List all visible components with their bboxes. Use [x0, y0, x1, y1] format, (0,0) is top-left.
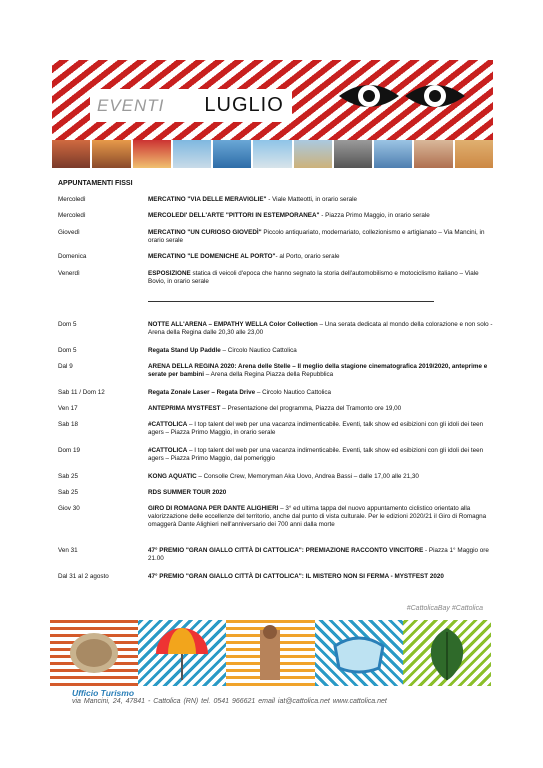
- event-description: [148, 321, 493, 337]
- event-details: - al Porto, orario serale: [275, 253, 340, 260]
- event-description: [148, 421, 493, 437]
- event-description: [148, 547, 493, 563]
- photo-image: [294, 140, 332, 168]
- event-title: MERCATINO "VIA DELLE MERAVIGLIE": [148, 196, 267, 203]
- event-day: Giov 30: [58, 505, 80, 512]
- event-details: – Presentazione del programma, Piazza del Tramonto ore 19,00: [220, 405, 402, 412]
- shell-image: [50, 620, 138, 686]
- event-details: Piccolo antiquariato, modernariato, collezionismo e artigianato – Via Mancini, in orario serale: [148, 229, 485, 244]
- event-day: Sab 11 / Dom 12: [58, 389, 105, 396]
- photo-image: [455, 140, 493, 168]
- photo-image: [173, 140, 211, 168]
- event-title: GIRO DI ROMAGNA PER DANTE ALIGHIERI: [148, 505, 279, 512]
- event-title: NOTTE ALL'ARENA – EMPATHY WELLA Color Collection: [148, 321, 318, 328]
- event-day: Sab 25: [58, 489, 78, 496]
- event-details: - Piazza Primo Maggio, in orario serale: [319, 212, 430, 219]
- event-details: – I top talent del web per una vacanza indimenticabile. Eventi, talk show ed esibizioni con gli idoli dei teen agers – Piazza Primo Maggio, dal pomeriggio: [148, 447, 484, 462]
- event-title: MERCATINO "UN CURIOSO GIOVEDÌ": [148, 229, 262, 236]
- event-day: Sab 25: [58, 473, 78, 480]
- event-day: Mercoledì: [58, 212, 86, 219]
- event-day: Ven 31: [58, 547, 78, 554]
- leaf-image: [403, 620, 491, 686]
- event-details: – Arena della Regina Piazza della Repubblica: [204, 371, 334, 378]
- photo-image: [92, 140, 130, 168]
- banner-month-text: LUGLIO: [204, 94, 284, 116]
- event-details: – Circolo Nautico Cattolica: [255, 389, 332, 396]
- header-banner: [52, 60, 493, 140]
- event-description: [148, 363, 493, 379]
- event-details: - Piazza 1° Maggio ore 21.00: [148, 547, 489, 562]
- event-title: MERCATINO "LE DOMENICHE AL PORTO": [148, 253, 276, 260]
- photo-image: [133, 140, 171, 168]
- eyes-logo-icon: [335, 74, 469, 124]
- event-description: [148, 489, 493, 497]
- event-title: 47° PREMIO "GRAN GIALLO CITTÀ DI CATTOLICA": IL MISTERO NON SI FERMA - MYSTFEST 2020: [148, 573, 444, 580]
- photo-image: [374, 140, 412, 168]
- event-description: [148, 447, 493, 463]
- event-day: Venerdì: [58, 270, 80, 277]
- banner-eventi-text: EVENTI: [97, 95, 165, 115]
- event-description: [148, 405, 493, 413]
- event-day: Ven 17: [58, 405, 78, 412]
- event-description: [148, 196, 493, 204]
- event-title: MERCOLEDI' DELL'ARTE "PITTORI IN ESTEMPORANEA": [148, 212, 320, 219]
- event-day: Dom 19: [58, 447, 81, 454]
- event-day: Domenica: [58, 253, 87, 260]
- diving-mask-image: [315, 620, 403, 686]
- divider: [148, 301, 434, 302]
- event-title: 47° PREMIO "GRAN GIALLO CITTÀ DI CATTOLICA": PREMIAZIONE RACCONTO VINCITORE: [148, 547, 424, 554]
- contact-address: via Mancini, 24, 47841 - Cattolica (RN) tel. 0541 966621 email iat@cattolica.net www.cattolica.net: [72, 698, 387, 705]
- event-details: – Una serata dedicata al mondo della colorazione e non solo - Arena della Regina dalle 20,30 alle 23,00: [148, 321, 493, 336]
- tourism-office-name: Ufficio Turismo: [72, 688, 135, 698]
- event-day: Sab 18: [58, 421, 78, 428]
- event-description: [148, 270, 493, 286]
- event-day: Mercoledì: [58, 196, 86, 203]
- event-details: – 3° ed ultima tappa del nuovo appuntamento ciclistico orientato alla valorizzazione delle eccellenze del territorio, anche dal punto di vista culturale. Per le edizioni 2020/21 il Giro di Romagna omaggerà Dante Alighieri nell'anniversario dei 700 anni dalla morte: [148, 505, 487, 528]
- photo-strip: [52, 140, 493, 168]
- hashtags: #CattolicaBay #Cattolica: [406, 605, 483, 612]
- event-description: [148, 347, 493, 355]
- event-title: Regata Stand Up Paddle: [148, 347, 221, 354]
- photo-image: [334, 140, 372, 168]
- event-title: RDS SUMMER TOUR 2020: [148, 489, 227, 496]
- fixed-appointments-heading: APPUNTAMENTI FISSI: [58, 180, 133, 187]
- event-details: – I top talent del web per una vacanza indimenticabile. Eventi, talk show ed esibizioni con gli idoli dei teen agers – Piazza Primo Maggio, in orario serale: [148, 421, 484, 436]
- event-title: ANTEPRIMA MYSTFEST: [148, 405, 221, 412]
- event-description: [148, 212, 493, 220]
- event-day: Dom 5: [58, 347, 77, 354]
- event-title: #CATTOLICA: [148, 447, 188, 454]
- event-day: Dal 9: [58, 363, 73, 370]
- event-details: statica di veicoli d'epoca che hanno segnato la storia dell'automobilismo e motociclismo italiano – Viale Bovio, in orario serale: [148, 270, 479, 285]
- event-description: [148, 573, 493, 581]
- event-description: [148, 473, 493, 481]
- statue-image: [226, 620, 314, 686]
- event-description: [148, 253, 493, 261]
- photo-image: [253, 140, 291, 168]
- event-title: #CATTOLICA: [148, 421, 188, 428]
- photo-image: [414, 140, 452, 168]
- event-details: – Consolle Crew, Memoryman Aka Uovo, Andrea Bassi – dalle 17,00 alle 21,30: [196, 473, 419, 480]
- event-title: KONG AQUATIC: [148, 473, 197, 480]
- footer-images: [50, 620, 491, 686]
- event-title: ARENA DELLA REGINA 2020: Arena delle Stelle – Il meglio della stagione cinematografica 2019/2020, anteprime e serate per bambini: [148, 363, 488, 378]
- umbrella-image: [138, 620, 226, 686]
- event-day: Giovedì: [58, 229, 80, 236]
- photo-image: [52, 140, 90, 168]
- event-details: - Viale Matteotti, in orario serale: [266, 196, 358, 203]
- event-details: – Circolo Nautico Cattolica: [220, 347, 297, 354]
- event-description: [148, 505, 493, 529]
- photo-image: [213, 140, 251, 168]
- event-day: Dal 31 al 2 agosto: [58, 573, 109, 580]
- event-description: [148, 229, 493, 245]
- event-title: ESPOSIZIONE: [148, 270, 191, 277]
- event-day: Dom 5: [58, 321, 77, 328]
- banner-title: [90, 89, 292, 122]
- event-description: [148, 389, 493, 397]
- event-title: Regata Zonale Laser – Regata Drive: [148, 389, 256, 396]
